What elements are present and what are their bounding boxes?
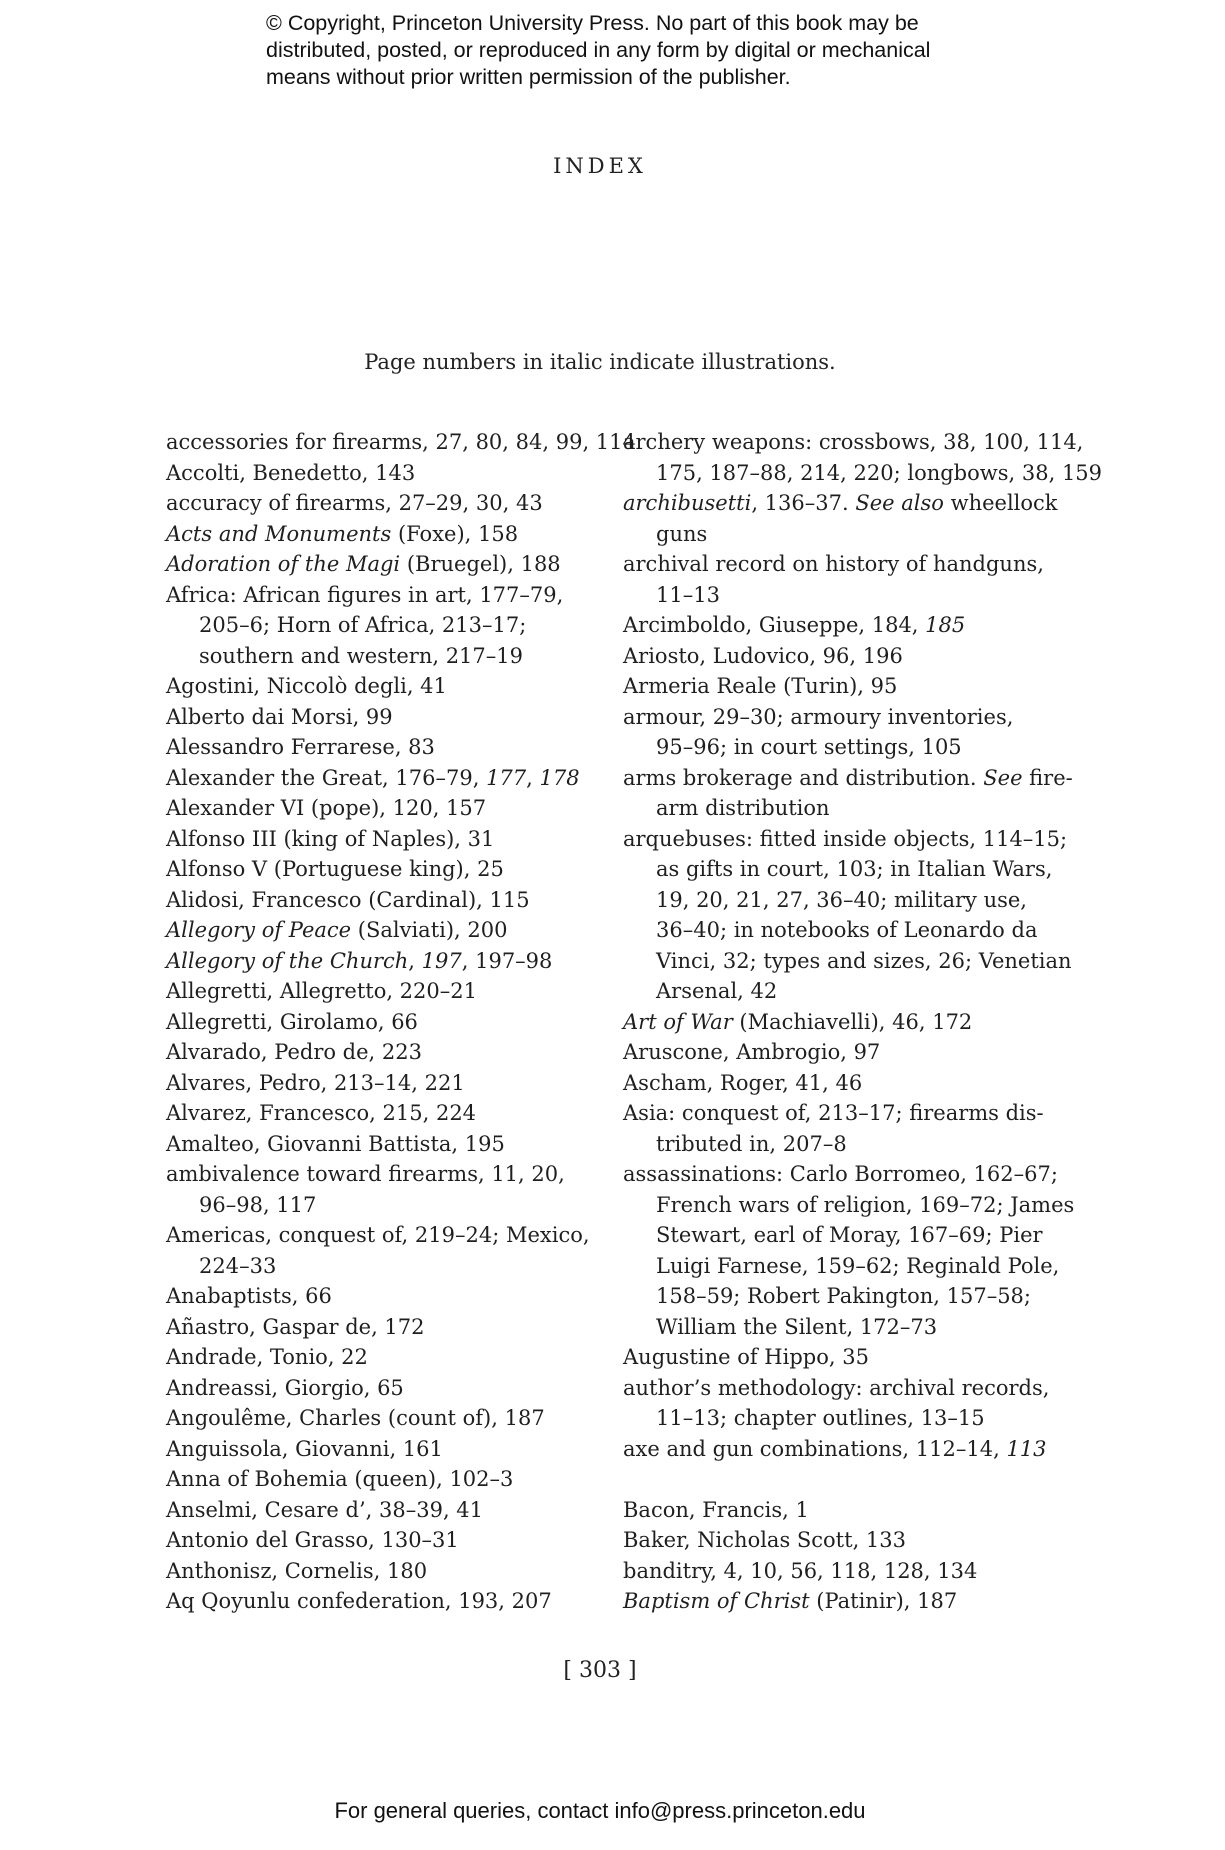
footer-contact: For general queries, contact info@press.princeton.edu <box>334 1798 866 1823</box>
index-entry-line: Angoulême, Charles (count of), 187 <box>166 1406 545 1430</box>
index-entry <box>623 1434 1053 1465</box>
index-entry-line: 205–6; Horn of Africa, 213–17; <box>199 613 527 637</box>
index-entry-line: Armeria Reale (Turin), 95 <box>623 674 898 698</box>
page-title: INDEX <box>553 154 647 178</box>
index-entry <box>166 671 596 702</box>
index-entry-line: Allegretti, Allegretto, 220–21 <box>166 979 477 1003</box>
index-entry-line: tributed in, 207–8 <box>656 1131 847 1156</box>
index-column-right <box>623 427 1103 1617</box>
index-entry <box>166 1220 596 1281</box>
index-entry-line: William the Silent, 172–73 <box>656 1314 938 1339</box>
index-entry <box>166 1556 596 1587</box>
index-entry-line: Anthonisz, Cornelis, 180 <box>166 1558 428 1583</box>
copyright-line: distributed, posted, or reproduced in any form by digital or mechanical <box>266 38 931 62</box>
index-entry-line: Alexander the Great, 176–79, 177, 178 <box>166 765 580 790</box>
index-entry-line: as gifts in court, 103; in Italian Wars, <box>656 857 1053 881</box>
index-entry-line: Alfonso V (Portuguese king), 25 <box>166 857 504 881</box>
index-entry-line: 95–96; in court settings, 105 <box>656 735 962 759</box>
index-entry <box>166 458 596 489</box>
index-entry <box>166 1495 596 1526</box>
index-entry-line: ambivalence toward firearms, 11, 20, <box>166 1162 565 1186</box>
index-entry <box>623 1586 1053 1617</box>
index-entry-line: axe and gun combinations, 112–14, 113 <box>623 1436 1047 1461</box>
index-entry-line: 11–13; chapter outlines, 13–15 <box>656 1406 985 1430</box>
index-entry <box>623 1098 1053 1159</box>
copyright-line: means without prior written permission of the publisher. <box>266 65 791 89</box>
index-entry-line: 11–13 <box>656 582 720 607</box>
index-entry-line: Accolti, Benedetto, 143 <box>166 460 416 485</box>
index-entry-line: Alvares, Pedro, 213–14, 221 <box>166 1070 465 1095</box>
index-entry <box>623 702 1053 763</box>
index-entry-line: Africa: African figures in art, 177–79, <box>166 582 564 607</box>
index-entry-line: Arsenal, 42 <box>656 979 778 1003</box>
index-entry-line: Luigi Farnese, 159–62; Reginald Pole, <box>656 1253 1060 1278</box>
index-entry-line: French wars of religion, 169–72; James <box>656 1192 1075 1217</box>
index-entry <box>623 1525 1053 1556</box>
index-entry-line: Aq Qoyunlu confederation, 193, 207 <box>166 1589 552 1613</box>
index-entry <box>623 427 1103 488</box>
index-entry-line: arm distribution <box>656 796 830 820</box>
index-entry-line: Alberto dai Morsi, 99 <box>166 704 393 729</box>
index-entry-line: Ariosto, Ludovico, 96, 196 <box>623 643 903 668</box>
letter-gap <box>623 1464 1053 1495</box>
index-entry-line: Baker, Nicholas Scott, 133 <box>623 1528 906 1552</box>
index-entry <box>166 427 636 458</box>
index-entry-line: Antonio del Grasso, 130–31 <box>166 1528 459 1552</box>
index-entry <box>623 488 1058 549</box>
index-column-left <box>166 427 636 1617</box>
index-entry <box>623 824 1072 1007</box>
index-entry-line: Alvarado, Pedro de, 223 <box>166 1040 422 1064</box>
index-entry <box>623 549 1053 610</box>
index-entry-line: Alvarez, Francesco, 215, 224 <box>166 1101 477 1125</box>
index-entry <box>623 610 1053 641</box>
index-entry-line: Anabaptists, 66 <box>166 1284 332 1308</box>
index-entry-line: Amalteo, Giovanni Battista, 195 <box>166 1131 505 1156</box>
index-entry-line: Art of War (Machiavelli), 46, 172 <box>623 1009 973 1034</box>
index-entry <box>623 1556 1053 1587</box>
index-entry-line: guns <box>656 521 708 546</box>
index-entry-line: 36–40; in notebooks of Leonardo da <box>656 918 1038 942</box>
index-entry-line: Allegory of the Church, 197, 197–98 <box>166 948 553 973</box>
index-entry <box>166 1068 596 1099</box>
index-entry-line: author’s methodology: archival records, <box>623 1375 1050 1400</box>
page-number: [ 303 ] <box>563 1658 637 1683</box>
index-entry <box>623 1037 1053 1068</box>
index-entry <box>166 732 596 763</box>
index-entry <box>166 1281 596 1312</box>
index-entry <box>623 1495 1053 1526</box>
index-entry-line: accessories for firearms, 27, 80, 84, 99, 114 <box>166 430 636 454</box>
index-entry <box>166 1373 596 1404</box>
index-entry-line: 19, 20, 21, 27, 36–40; military use, <box>656 887 1027 912</box>
index-entry <box>623 641 1053 672</box>
index-entry <box>623 763 1073 824</box>
index-entry <box>166 1098 596 1129</box>
index-entry <box>166 1586 596 1617</box>
index-entry-line: Allegretti, Girolamo, 66 <box>166 1009 418 1034</box>
index-entry-line: Baptism of Christ (Patinir), 187 <box>623 1589 958 1613</box>
index-entry-line: Allegory of Peace (Salviati), 200 <box>166 918 508 942</box>
index-entry <box>166 488 596 519</box>
index-entry <box>166 1129 596 1160</box>
index-entry-line: archery weapons: crossbows, 38, 100, 114, <box>623 430 1084 454</box>
index-entry <box>166 793 596 824</box>
index-entry-line: Andreassi, Giorgio, 65 <box>166 1375 404 1400</box>
index-entry-line: Alexander VI (pope), 120, 157 <box>166 796 487 820</box>
index-entry <box>623 1068 1053 1099</box>
index-entry-line: Stewart, earl of Moray, 167–69; Pier <box>656 1223 1043 1247</box>
index-entry <box>166 1007 596 1038</box>
index-entry-line: 175, 187–88, 214, 220; longbows, 38, 159 <box>656 460 1103 485</box>
index-entry-line: Bacon, Francis, 1 <box>623 1497 809 1522</box>
index-entry-line: armour, 29–30; armoury inventories, <box>623 704 1014 729</box>
index-entry-line: Asia: conquest of, 213–17; firearms dis- <box>623 1101 1044 1125</box>
copyright-notice <box>266 10 986 91</box>
index-entry-line: archibusetti, 136–37. See also wheellock <box>623 491 1058 515</box>
index-entry-line: arquebuses: fitted inside objects, 114–15; <box>623 826 1068 851</box>
index-entry <box>166 915 596 946</box>
index-entry-line: 224–33 <box>199 1253 277 1278</box>
copyright-line: © Copyright, Princeton University Press. No part of this book may be <box>266 11 919 35</box>
index-entry-line: southern and western, 217–19 <box>199 643 524 668</box>
index-entry <box>166 976 596 1007</box>
index-entry <box>166 519 596 550</box>
index-entry <box>166 824 596 855</box>
index-entry <box>166 702 596 733</box>
index-entry-line: Alessandro Ferrarese, 83 <box>166 735 435 759</box>
index-entry <box>166 1342 596 1373</box>
index-entry-line: 158–59; Robert Pakington, 157–58; <box>656 1284 1031 1308</box>
index-entry <box>166 1312 596 1343</box>
index-entry-line: Americas, conquest of, 219–24; Mexico, <box>166 1223 590 1247</box>
index-entry <box>623 1159 1075 1342</box>
index-entry-line: Andrade, Tonio, 22 <box>166 1345 368 1369</box>
index-entry-line: assassinations: Carlo Borromeo, 162–67; <box>623 1162 1058 1186</box>
index-entry <box>166 580 596 672</box>
index-entry <box>166 854 596 885</box>
index-entry <box>166 1464 596 1495</box>
index-entry <box>166 1159 596 1220</box>
index-entry <box>166 1037 596 1068</box>
index-entry-line: 96–98, 117 <box>199 1192 317 1217</box>
index-entry-line: Agostini, Niccolò degli, 41 <box>166 674 447 698</box>
index-entry-line: Adoration of the Magi (Bruegel), 188 <box>166 552 561 576</box>
italic-note: Page numbers in italic indicate illustrations. <box>364 350 836 374</box>
index-entry-line: arms brokerage and distribution. See fire- <box>623 765 1073 790</box>
index-entry-line: Anguissola, Giovanni, 161 <box>166 1436 443 1461</box>
index-entry <box>166 1434 596 1465</box>
index-entry <box>623 1007 1053 1038</box>
index-entry-line: archival record on history of handguns, <box>623 552 1044 576</box>
index-entry <box>623 671 1053 702</box>
index-entry-line: Acts and Monuments (Foxe), 158 <box>166 521 519 546</box>
index-entry-line: Alidosi, Francesco (Cardinal), 115 <box>166 887 530 912</box>
index-entry <box>166 885 596 916</box>
index-entry-line: Anna of Bohemia (queen), 102–3 <box>166 1467 514 1491</box>
index-entry-line: accuracy of firearms, 27–29, 30, 43 <box>166 491 543 515</box>
index-entry <box>166 946 596 977</box>
index-entry <box>166 763 596 794</box>
index-entry-line: Arcimboldo, Giuseppe, 184, 185 <box>623 613 966 637</box>
index-entry-line: Vinci, 32; types and sizes, 26; Venetian <box>656 948 1072 973</box>
index-entry-line: Augustine of Hippo, 35 <box>623 1345 869 1369</box>
index-entry-line: Ascham, Roger, 41, 46 <box>623 1070 863 1095</box>
index-entry-line: Añastro, Gaspar de, 172 <box>166 1314 425 1339</box>
index-entry <box>166 549 596 580</box>
index-entry <box>166 1525 596 1556</box>
index-entry-line: Alfonso III (king of Naples), 31 <box>166 826 495 851</box>
index-entry <box>623 1373 1053 1434</box>
index-entry-line: Aruscone, Ambrogio, 97 <box>623 1040 881 1064</box>
index-entry-line: Anselmi, Cesare d’, 38–39, 41 <box>166 1497 484 1522</box>
index-entry <box>166 1403 596 1434</box>
index-entry-line: banditry, 4, 10, 56, 118, 128, 134 <box>623 1558 978 1583</box>
index-entry <box>623 1342 1053 1373</box>
